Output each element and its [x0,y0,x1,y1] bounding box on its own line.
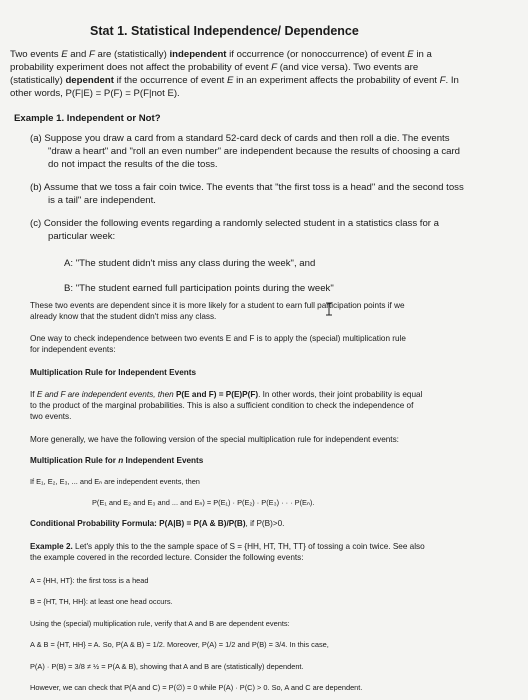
mult-rule-line-2: to the product of the marginal probabilities. This is also a sufficient condition to check the independence of [30,401,414,410]
term-independent: independent [169,49,227,60]
one-way-line-1: One way to check independence between two events E and F is to apply the (special) multiplication rule [30,334,406,343]
example-1b-line-1: (b) Assume that we toss a fair coin twice. The events that "the first toss is a head" and the second toss [30,182,464,193]
intro-line-1: Two events E and F are (statistically) independent if occurrence (or nonoccurrence) of event E in a [10,49,432,60]
mult-rule-heading: Multiplication Rule for Independent Events [30,368,197,377]
calculation-line-1: A & B = {HT, HH} = A. So, P(A & B) = 1/2. Moreover, P(A) = 1/2 and P(B) = 3/4. In this case, [30,640,329,649]
one-way-line-2: for independent events: [30,345,116,354]
example-2-line-2: the example covered in the recorded lecture. Consider the following events: [30,553,304,562]
event-b-definition: B = {HT, TH, HH}: at least one head occurs. [30,597,173,606]
verify-instruction: Using the (special) multiplication rule, verify that A and B are dependent events: [30,619,290,628]
intro-line-2: probability experiment does not affect the probability of event F (and vice versa). Two events are [10,62,419,73]
page-title: Stat 1. Statistical Independence/ Dependence [90,24,359,38]
conditional-formula: Conditional Probability Formula: P(A|B) = P(A & B)/P(B), if P(B)>0. [30,519,285,528]
event-b: B: "The student earned full participation points during the week" [64,283,334,294]
calculation-line-3: However, we can check that P(A and C) = P(∅) = 0 while P(A) · P(C) > 0. So, A and C are dependent. [30,683,363,692]
example-1a-line-1: (a) Suppose you draw a card from a standard 52-card deck of cards and then roll a die. The events [30,133,450,144]
example-1c-line-1: (c) Consider the following events regarding a randomly selected student in a statistics class for a [30,218,439,229]
example-1-heading: Example 1. Independent or Not? [14,113,161,124]
dependence-explanation-1: These two events are dependent since it is more likely for a student to earn full participation points if we [30,301,405,310]
dependence-explanation-2: already know that the student didn't miss any class. [30,312,217,321]
calculation-line-2: P(A) · P(B) = 3/8 ≠ ½ = P(A & B), showing that A and B are (statistically) dependent. [30,662,304,671]
n-events-formula: P(E₁ and E₂ and E₃ and ... and Eₙ) = P(E₁) · P(E₂) · P(E₃) · · · P(Eₙ). [92,498,315,507]
n-events-heading: Multiplication Rule for n Independent Events [30,456,204,465]
mult-rule-line-1: If E and F are independent events, then P(E and F) = P(E)P(F). In other words, their joint probability is equal [30,390,423,399]
n-events-line-1: If E₁, E₂, E₃, ... and Eₙ are independent events, then [30,477,200,486]
general-version: More generally, we have the following version of the special multiplication rule for independent events: [30,435,399,444]
example-1a-line-3: do not impact the results of the die toss. [48,159,218,170]
example-1a-line-2: "draw a heart" and "roll an even number" are independent because the results of choosing a card [48,146,461,157]
intro-line-3: (statistically) dependent if the occurrence of event E in an experiment affects the probability of event F. In [10,75,459,86]
event-a: A: "The student didn't miss any class during the week", and [64,258,316,269]
example-1b-line-2: is a tail" are independent. [48,195,156,206]
event-a-definition: A = {HH, HT}: the first toss is a head [30,576,149,585]
example-1c-line-2: particular week: [48,231,116,242]
example-2-line-1: Example 2. Let's apply this to the the sample space of S = {HH, HT, TH, TT} of tossing a coin twice. See also [30,542,425,551]
mult-rule-line-3: two events. [30,412,72,421]
term-dependent: dependent [65,75,114,86]
intro-line-4: other words, P(F|E) = P(F) = P(F|not E). [10,88,180,99]
